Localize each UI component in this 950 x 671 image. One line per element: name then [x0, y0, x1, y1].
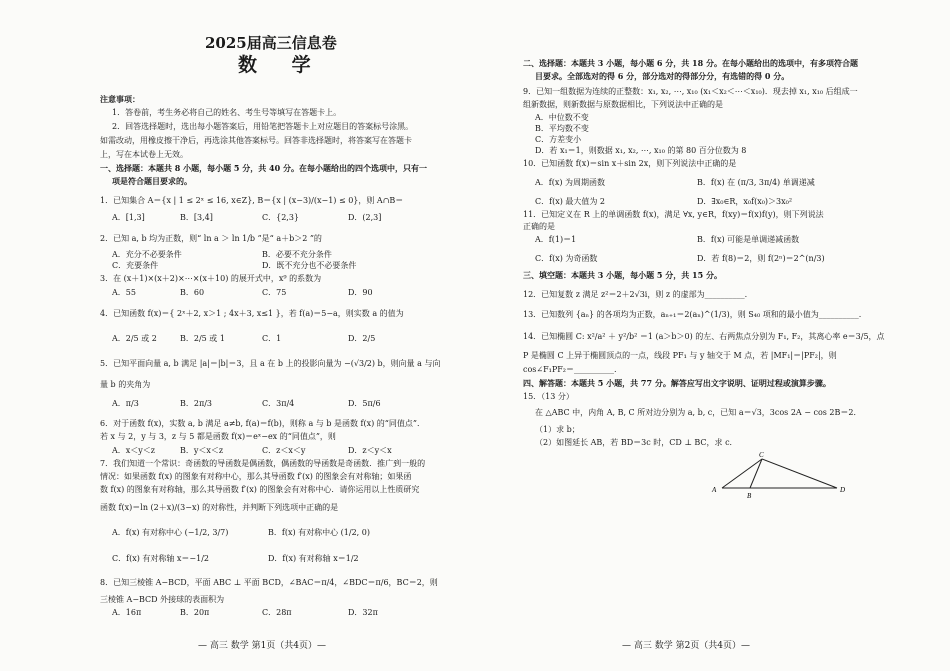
q7-option-b: B．f(x) 有对称中心 (1/2, 0): [268, 528, 370, 537]
q4-option-a: A．2/5 或 2: [112, 334, 157, 343]
q2-option-d: D．既不充分也不必要条件: [262, 261, 357, 270]
section-1-heading-a: 一、选择题：本题共 8 小题，每小题 5 分，共 40 分。在每小题给出的四个选项中，只有一: [100, 163, 427, 173]
question-8a: 8．已知三棱锥 A−BCD，平面 ABC ⊥ 平面 BCD，∠BAC＝π/4，∠BDC＝π/6，BC＝2，则: [100, 578, 438, 587]
question-6b: 若 x 与 2，y 与 3，z 与 5 都是函数 f(x)＝eˣ−ex 的“同值点”，则: [100, 432, 336, 441]
q11-option-c: C．f(x) 为奇函数: [535, 254, 598, 263]
q3-option-d: D．90: [348, 288, 373, 297]
notice-heading: 注意事项：: [100, 94, 140, 104]
question-7b: 情况：如果函数 f(x) 的图象有对称中心，那么其导函数 f′(x) 的图象会有对称轴；如果函: [100, 472, 412, 481]
notice-2b: 如需改动，用橡皮擦干净后，再选涂其他答案标号。回答非选择题时，将答案写在答题卡: [100, 136, 412, 145]
q10-option-c: C．f(x) 最大值为 2: [535, 197, 606, 206]
q10-option-b: B．f(x) 在 (π/3, 3π/4) 单调递减: [697, 178, 815, 187]
q2-option-a: A．充分不必要条件: [112, 250, 182, 259]
page-1-footer: — 高三 数学 第1页（共4页）—: [198, 641, 327, 651]
question-6a: 6．对于函数 f(x)，实数 a, b 满足 a≠b, f(a)＝f(b)，则称 a 与 b 是函数 f(x) 的“同值点”．: [100, 419, 425, 428]
q7-option-d: D．f(x) 有对称轴 x＝1/2: [268, 554, 359, 563]
q2-option-b: B．必要不充分条件: [262, 250, 332, 259]
q11-option-d: D．若 f(8)＝2，则 f(2ⁿ)＝2^(n/3): [697, 254, 825, 263]
subject-title: 数 学: [238, 54, 325, 76]
q1-option-a: A．[1,3]: [112, 213, 145, 222]
q1-option-c: C．{2,3}: [262, 213, 300, 222]
section-4-heading: 四、解答题：本题共 5 小题，共 77 分。解答应写出文字说明、证明过程或演算步骤。: [523, 378, 831, 388]
question-15-stem: 在 △ABC 中，内角 A, B, C 所对边分别为 a, b, c，已知 a＝√3，3cos 2A − cos 2B＝2．: [535, 408, 862, 417]
label-d: D: [840, 486, 846, 494]
q8-option-a: A．16π: [112, 608, 142, 617]
question-13: 13．已知数列 {aₙ} 的各项均为正数，aₙ₊₁＝2(aₙ)^(1/3)，则 S₄₀ 项和的最小值为__________.: [523, 310, 862, 319]
exam-title: 2025届高三信息卷: [205, 34, 337, 52]
q5-option-d: D．5π/6: [348, 399, 381, 408]
q4-option-d: D．2/5: [348, 334, 376, 343]
question-5b: 量 b 的夹角为: [100, 380, 151, 389]
section-2-heading-b: 目要求。全部选对的得 6 分，部分选对的得部分分，有选错的得 0 分。: [535, 71, 790, 81]
q1-option-d: D．(2,3]: [348, 213, 382, 222]
section-3-heading: 三、填空题：本题共 3 小题，每小题 5 分，共 15 分。: [523, 270, 722, 280]
q6-option-b: B．y＜x＜z: [180, 446, 224, 455]
question-15-part-2: （2）如图延长 AB，若 BD＝3c 时，CD ⊥ BC，求 c．: [535, 438, 738, 447]
question-8b: 三棱锥 A−BCD 外接球的表面积为: [100, 595, 225, 604]
notice-2c: 上，写在本试卷上无效。: [100, 150, 188, 159]
q7-option-a: A．f(x) 有对称中心 (−1/2, 3/7): [112, 528, 229, 537]
question-3: 3．在 (x＋1)×(x＋2)×⋯×(x＋10) 的展开式中，x⁹ 的系数为: [100, 274, 322, 283]
q2-option-c: C．充要条件: [112, 261, 159, 270]
q7-option-c: C．f(x) 有对称轴 x＝−1/2: [112, 554, 210, 563]
question-7c: 数 f(x) 的图象有对称轴，那么其导函数 f′(x) 的图象会有对称中心．请你运用以上性质研究: [100, 485, 420, 494]
q9-option-c: C．方差变小: [535, 135, 582, 144]
question-4: 4．已知函数 f(x)＝{ 2ˣ＋2, x＞1 ; 4x＋3, x≤1 }，若 f(a)＝5−a，则实数 a 的值为: [100, 309, 404, 318]
question-11b: 正确的是: [523, 222, 555, 231]
q9-option-d: D．若 x₁＝1，则数据 x₁, x₂, ⋯, x₁₀ 的第 80 百分位数为 8: [535, 146, 747, 155]
question-14a: 14．已知椭圆 C: x²/a² ＋ y²/b² ＝1 (a＞b＞0) 的左、右两焦点分别为 F₁, F₂，其离心率 e＝3/5，点: [523, 332, 885, 341]
label-a: A: [712, 486, 717, 494]
question-9a: 9．已知一组数据为连续的正整数：x₁, x₂, ⋯, x₁₀ (x₁＜x₂＜⋯＜x₁₀)．现去掉 x₁, x₁₀ 后组成一: [523, 87, 858, 96]
label-c: C: [759, 451, 764, 459]
q6-option-c: C．z＜x＜y: [262, 446, 306, 455]
q9-option-b: B．平均数不变: [535, 124, 589, 133]
page-2: [475, 0, 950, 671]
notice-1: 1．答卷前，考生务必将自己的姓名、考生号等填写在答题卡上。: [112, 108, 342, 117]
q6-option-a: A．x＜y＜z: [112, 446, 156, 455]
question-15-part-1: （1）求 b；: [535, 425, 580, 434]
question-10: 10．已知函数 f(x)＝sin x＋sin 2x，则下列说法中正确的是: [523, 159, 737, 168]
q9-option-a: A．中位数不变: [535, 113, 589, 122]
page-2-footer: — 高三 数学 第2页（共4页）—: [622, 641, 751, 651]
question-7a: 7．我们知道一个常识：奇函数的导函数是偶函数，偶函数的导函数是奇函数．推广到一般的: [100, 459, 426, 468]
notice-2a: 2．回答选择题时，选出每小题答案后，用铅笔把答题卡上对应题目的答案标号涂黑。: [112, 122, 414, 131]
q10-option-a: A．f(x) 为周期函数: [535, 178, 606, 187]
question-9b: 组新数据，则新数据与原数据相比，下列说法中正确的是: [523, 100, 723, 109]
question-1: 1．已知集合 A＝{x | 1 ≤ 2ˣ ≤ 16, x∈Z}, B＝{x | (x−3)/(x−1) ≤ 0}，则 A∩B＝: [100, 196, 404, 205]
label-b: B: [747, 492, 752, 500]
q1-option-b: B．[3,4]: [180, 213, 213, 222]
question-5a: 5．已知平面向量 a, b 满足 |a|＝|b|＝3，且 a 在 b 上的投影向量为 −(√3/2) b，则向量 a 与向: [100, 359, 441, 368]
q5-option-a: A．π/3: [112, 399, 139, 408]
question-12: 12．已知复数 z 满足 z²＝2＋2√3i，则 z 的虚部为__________.: [523, 290, 748, 299]
section-2-heading-a: 二、选择题：本题共 3 小题，每小题 6 分，共 18 分。在每小题给出的选项中，有多项符合题: [523, 58, 858, 68]
q3-option-b: B．60: [180, 288, 205, 297]
q11-option-b: B．f(x) 可能是单调递减函数: [697, 235, 800, 244]
question-7d: 函数 f(x)＝ln (2＋x)/(3−x) 的对称性，并判断下列选项中正确的是: [100, 503, 339, 512]
q4-option-c: C．1: [262, 334, 282, 343]
q5-option-c: C．3π/4: [262, 399, 295, 408]
section-1-heading-b: 项是符合题目要求的。: [112, 176, 192, 186]
question-14c: cos∠F₁PF₂＝__________.: [523, 365, 617, 374]
q11-option-a: A．f(1)＝1: [535, 235, 577, 244]
q8-option-c: C．28π: [262, 608, 292, 617]
q10-option-d: D．∃x₀∈R，x₀f(x₀)＞3x₀²: [697, 197, 793, 206]
q3-option-c: C．75: [262, 288, 287, 297]
q5-option-b: B．2π/3: [180, 399, 213, 408]
question-2: 2．已知 a, b 均为正数，则“ ln a ＞ ln 1/b ”是“ a＋b＞2 ”的: [100, 234, 322, 243]
q8-option-d: D．32π: [348, 608, 378, 617]
segment-cd: [762, 459, 837, 488]
question-15-heading: 15．（13 分）: [523, 392, 574, 401]
question-14b: P 是椭圆 C 上异于椭圆顶点的一点，线段 PF₁ 与 y 轴交于 M 点，若 |MF₁|＝|PF₂|，则: [523, 351, 837, 360]
triangle-figure: [710, 450, 850, 500]
q6-option-d: D．z＜y＜x: [348, 446, 392, 455]
q8-option-b: B．20π: [180, 608, 210, 617]
q4-option-b: B．2/5 或 1: [180, 334, 225, 343]
q3-option-a: A．55: [112, 288, 136, 297]
question-11a: 11．已知定义在 R 上的单调函数 f(x)，满足 ∀x, y∈R，f(xy)＝f(x)f(y)，则下列说法: [523, 210, 824, 219]
